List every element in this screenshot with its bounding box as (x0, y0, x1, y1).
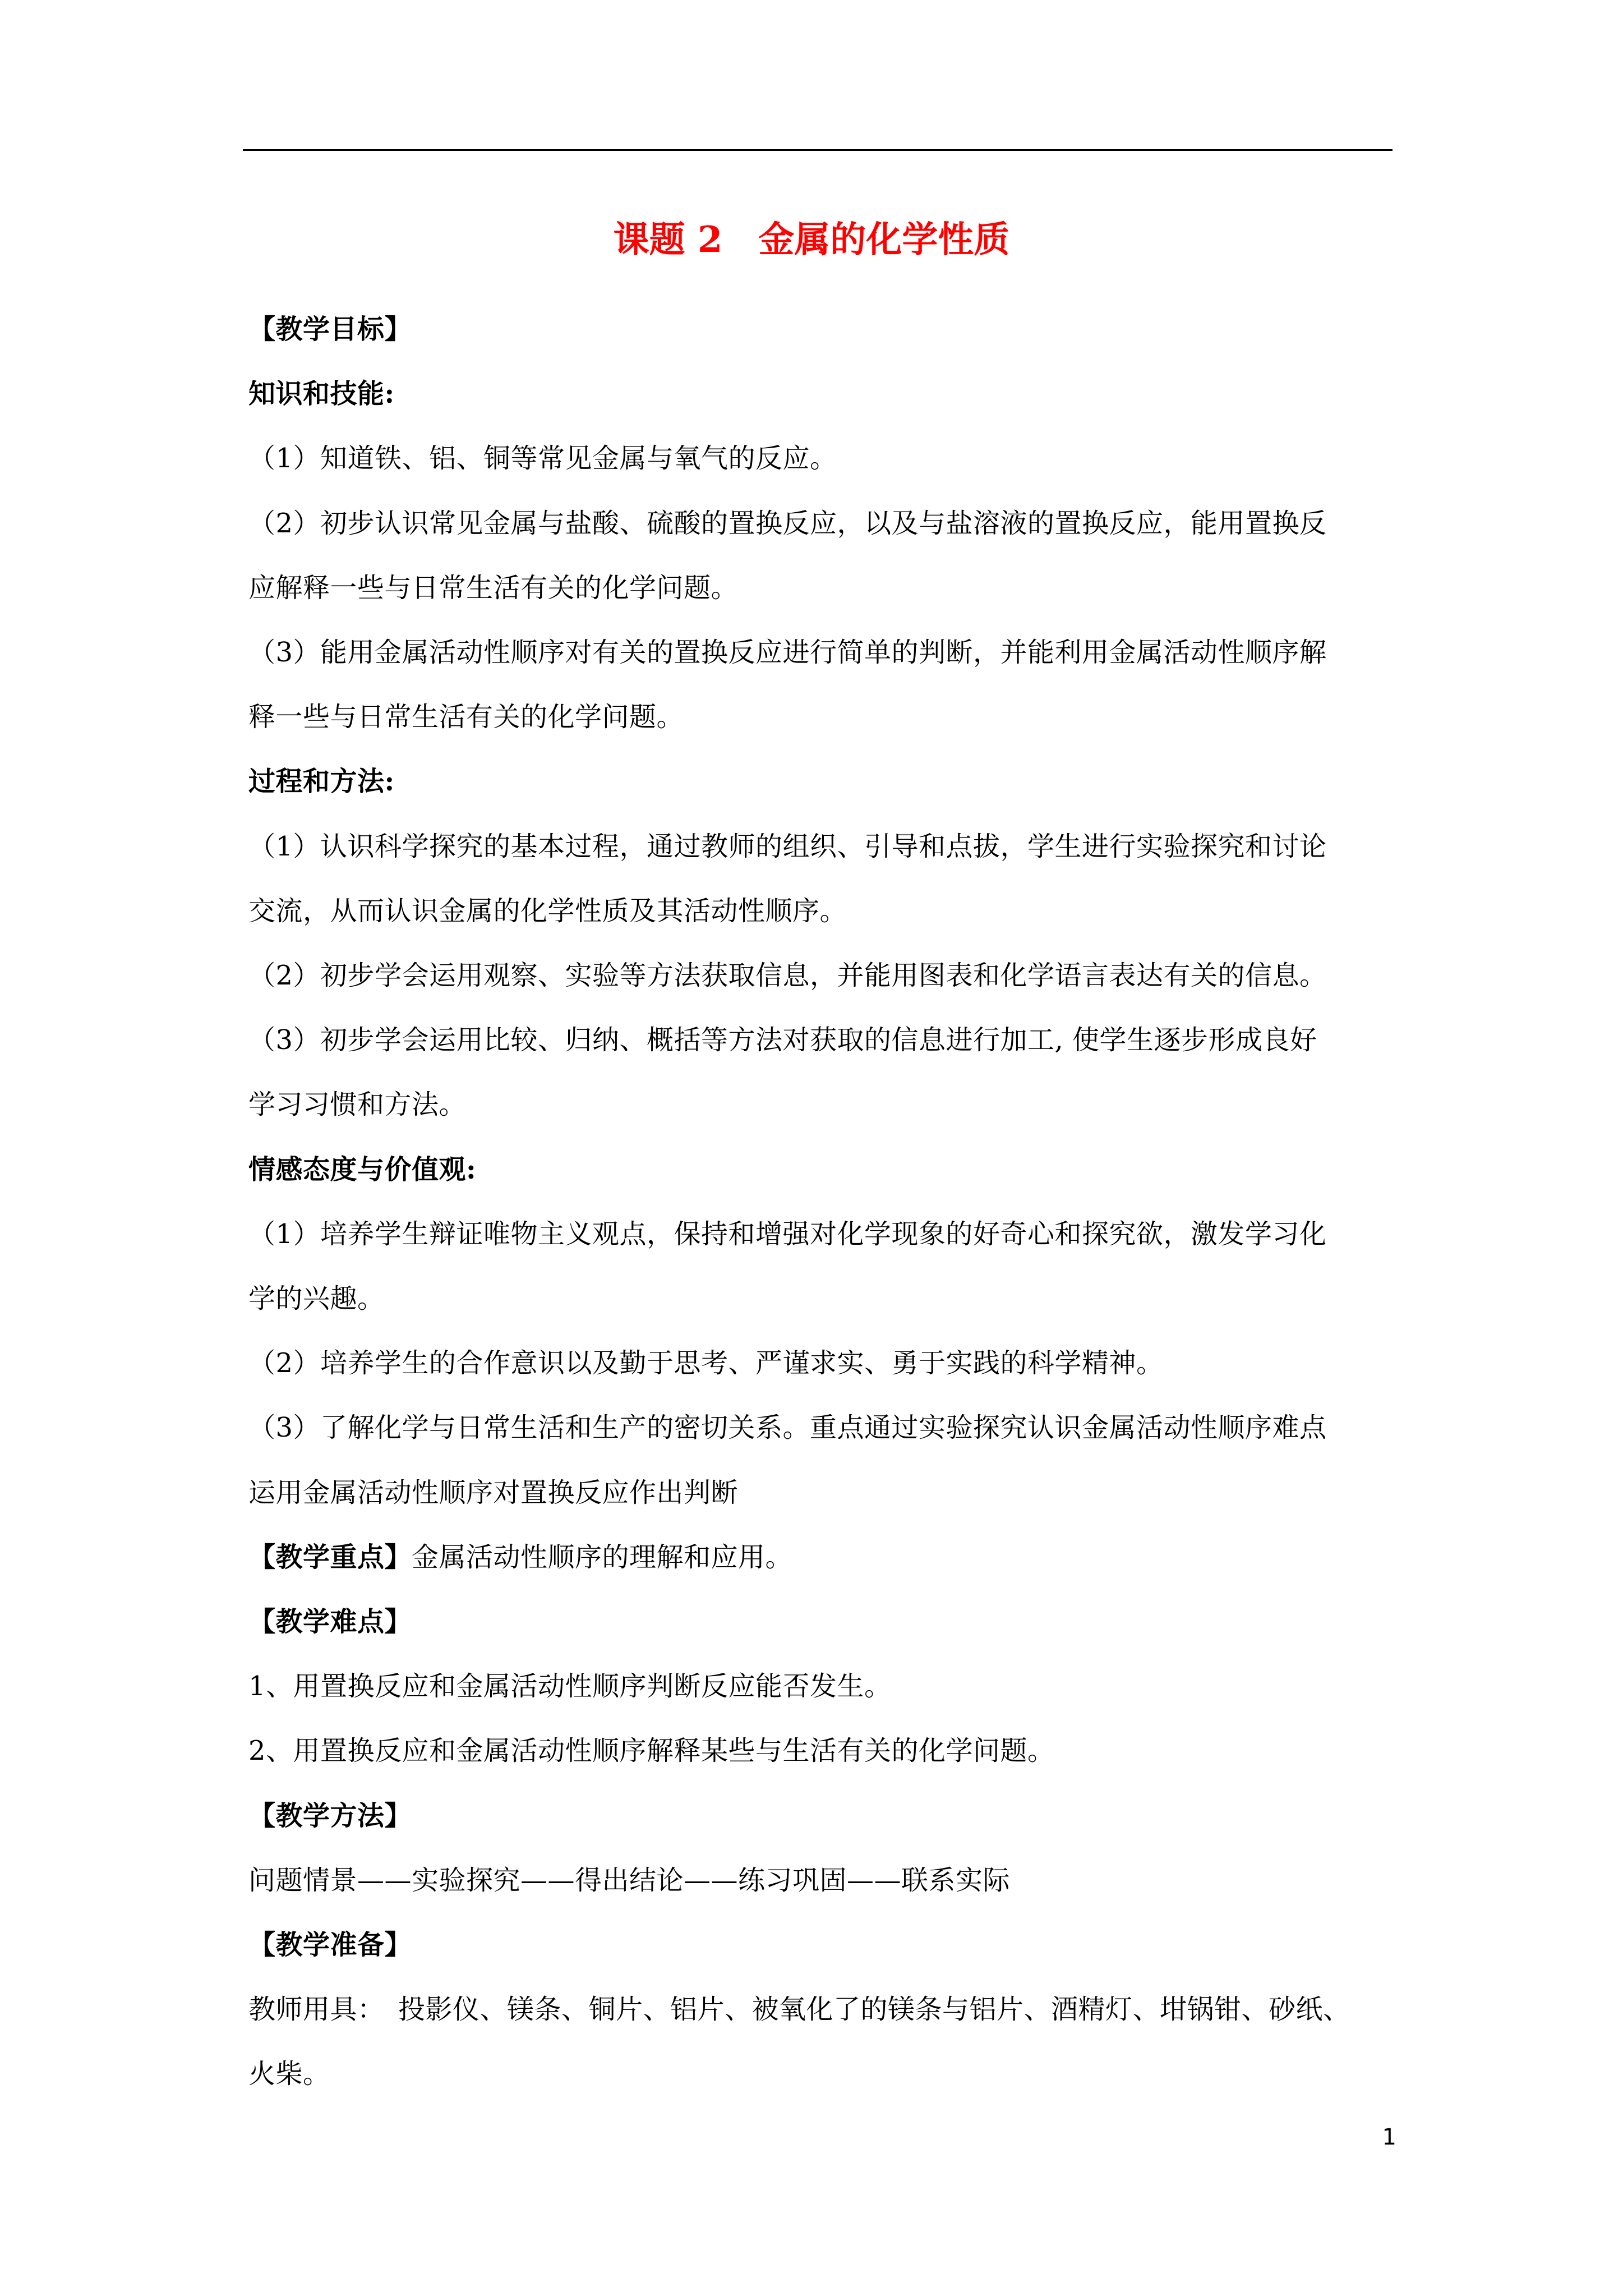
difficulty-item-2: 2、用置换反应和金属活动性顺序解释某些与生活有关的化学问题。 (248, 1735, 1055, 1767)
page-number: 1 (1382, 2124, 1396, 2150)
difficulty-item-1: 1、用置换反应和金属活动性顺序判断反应能否发生。 (248, 1671, 892, 1703)
emotion-item-1-line-1: （1）培养学生辩证唯物主义观点，保持和增强对化学现象的好奇心和探究欲，激发学习化 (248, 1218, 1327, 1250)
preparation-text-line-2: 火柴。 (248, 2058, 330, 2090)
process-item-1-line-2: 交流，从而认识金属的化学性质及其活动性顺序。 (248, 895, 847, 927)
emotion-heading: 情感态度与价值观: (248, 1153, 477, 1185)
process-heading: 过程和方法: (248, 766, 395, 798)
key-point-label: 【教学重点】 (248, 1541, 412, 1573)
document-title: 课题 2 金属的化学性质 (613, 219, 1010, 261)
method-text: 问题情景——实验探究——得出结论——练习巩固——联系实际 (248, 1864, 1011, 1896)
goals-heading: 【教学目标】 (248, 314, 412, 345)
emotion-item-1-line-2: 学的兴趣。 (248, 1283, 385, 1315)
knowledge-item-3-line-1: （3）能用金属活动性顺序对有关的置换反应进行简单的判断，并能利用金属活动性顺序解 (248, 637, 1327, 669)
key-point-paragraph (248, 1525, 1395, 1590)
knowledge-item-2-line-2: 应解释一些与日常生活有关的化学问题。 (248, 572, 739, 604)
process-item-3-line-1: （3）初步学会运用比较、归纳、概括等方法对获取的信息进行加工, 使学生逐步形成良好 (248, 1024, 1317, 1056)
emotion-item-3-line-1: （3）了解化学与日常生活和生产的密切关系。重点通过实验探究认识金属活动性顺序难点 (248, 1412, 1327, 1444)
preparation-text-line-1: 教师用具： 投影仪、镁条、铜片、铝片、被氧化了的镁条与铝片、酒精灯、坩锅钳、砂纸、 (248, 1994, 1350, 2026)
header-rule (243, 149, 1393, 151)
knowledge-item-1: （1）知道铁、铝、铜等常见金属与氧气的反应。 (248, 443, 837, 475)
process-item-2: （2）初步学会运用观察、实验等方法获取信息，并能用图表和化学语言表达有关的信息。 (248, 960, 1327, 992)
knowledge-heading: 知识和技能: (248, 378, 395, 410)
knowledge-item-3-line-2: 释一些与日常生活有关的化学问题。 (248, 701, 684, 733)
document-body (248, 297, 1395, 2107)
method-heading: 【教学方法】 (248, 1800, 412, 1832)
process-item-1-line-1: （1）认识科学探究的基本过程，通过教师的组织、引导和点拔，学生进行实验探究和讨论 (248, 830, 1327, 862)
emotion-item-2: （2）培养学生的合作意识以及勤于思考、严谨求实、勇于实践的科学精神。 (248, 1347, 1164, 1379)
preparation-heading: 【教学准备】 (248, 1929, 412, 1961)
process-item-3-line-2: 学习习惯和方法。 (248, 1089, 467, 1121)
knowledge-item-2-line-1: （2）初步认识常见金属与盐酸、硫酸的置换反应，以及与盐溶液的置换反应，能用置换反 (248, 507, 1327, 539)
key-point-text: 金属活动性顺序的理解和应用。 (412, 1541, 793, 1573)
difficulty-heading: 【教学难点】 (248, 1606, 412, 1638)
emotion-item-3-line-2: 运用金属活动性顺序对置换反应作出判断 (248, 1476, 739, 1508)
